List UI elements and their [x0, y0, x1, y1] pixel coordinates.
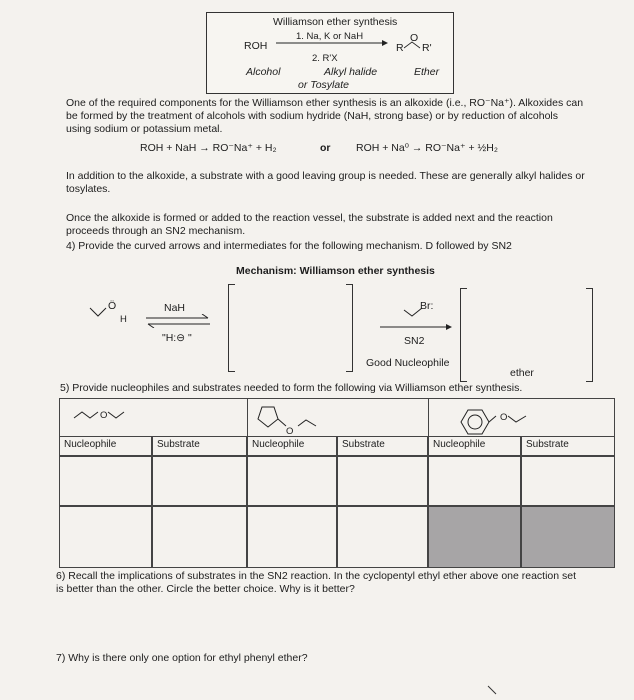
- label-tosylate: or Tosylate: [298, 79, 349, 91]
- shaded-cell-1: [428, 506, 521, 568]
- answer-nucleophile-1b[interactable]: [59, 506, 152, 568]
- bracket-right-1: [346, 284, 353, 372]
- q6-line2: is better than the other. Circle the better choice. Why is it better?: [56, 583, 355, 595]
- reagent-hydride: "H:⊖ ": [162, 332, 192, 344]
- pen-mark: [486, 684, 500, 696]
- ether-label: ether: [510, 367, 534, 379]
- intro-p1-l3: using sodium or potassium metal.: [66, 123, 223, 135]
- ether-oxygen-1: O: [100, 410, 108, 421]
- answer-nucleophile-3a[interactable]: [428, 456, 521, 506]
- table-divider-2: [428, 398, 429, 436]
- product-bonds: [402, 40, 426, 50]
- product-r2: R': [422, 42, 432, 54]
- answer-nucleophile-2b[interactable]: [247, 506, 337, 568]
- answer-nucleophile-1a[interactable]: [59, 456, 152, 506]
- reagent-nah: NaH: [164, 302, 186, 314]
- table-divider-1: [247, 398, 248, 436]
- intro-p2-l1: In addition to the alkoxide, a substrate with a good leaving group is needed. These are generally alkyl halides or: [66, 170, 585, 182]
- label-alcohol: Alcohol: [246, 66, 281, 78]
- product-o: O: [410, 32, 419, 44]
- answer-substrate-2a[interactable]: [337, 456, 428, 506]
- bracket-left-1: [228, 284, 235, 372]
- q7-text: 7) Why is there only one option for ethyl phenyl ether?: [56, 652, 308, 664]
- scheme-reactant: ROH: [244, 40, 268, 52]
- answer-nucleophile-2a[interactable]: [247, 456, 337, 506]
- answer-substrate-1b[interactable]: [152, 506, 247, 568]
- shaded-cell-2: [521, 506, 615, 568]
- scheme-step2: 2. R'X: [312, 53, 338, 64]
- intro-p3-l1: Once the alkoxide is formed or added to the reaction vessel, the substrate is added next and the reaction: [66, 212, 553, 224]
- answer-substrate-1a[interactable]: [152, 456, 247, 506]
- equation-or: or: [320, 142, 331, 154]
- alcohol-hydrogen: H: [120, 314, 127, 325]
- scheme-title: Williamson ether synthesis: [273, 16, 398, 28]
- intro-p1-l1: One of the required components for the Williamson ether synthesis is an alkoxide (i.e., RO⁻Na⁺). Alkoxides can: [66, 97, 584, 109]
- header-nucleophile-1: Nucleophile: [59, 436, 152, 456]
- ether-oxygen-2: O: [286, 426, 294, 437]
- header-nucleophile-3: Nucleophile: [428, 436, 521, 456]
- header-substrate-3: Substrate: [521, 436, 615, 456]
- alcohol-oxygen: Ö: [108, 300, 117, 312]
- ether-oxygen-3: O: [500, 412, 508, 423]
- answer-substrate-3a[interactable]: [521, 456, 615, 506]
- alcohol-skeleton: [88, 300, 122, 318]
- equilibrium-arrows: [146, 314, 210, 328]
- q4-prompt: 4) Provide the curved arrows and intermediates for the following mechanism. D followed by SN2: [66, 240, 512, 252]
- sn2-arrow: [380, 322, 452, 332]
- intro-p1-l2: be formed by the treatment of alcohols with sodium hydride (NaH, strong base) or by reduction of alcohols: [66, 110, 558, 122]
- header-nucleophile-2: Nucleophile: [247, 436, 337, 456]
- scheme-step1: 1. Na, K or NaH: [296, 31, 364, 42]
- table-molecule-row: [59, 398, 615, 436]
- bromine-label: Br:: [420, 300, 434, 312]
- intro-p2-l2: tosylates.: [66, 183, 111, 195]
- sn2-label: SN2: [404, 335, 425, 347]
- equation-1: ROH + NaH → RO⁻Na⁺ + H₂: [140, 142, 277, 154]
- answer-substrate-2b[interactable]: [337, 506, 428, 568]
- label-halide: Alkyl halide: [324, 66, 378, 78]
- header-substrate-2: Substrate: [337, 436, 428, 456]
- bracket-left-2: [460, 288, 467, 382]
- q6-line1: 6) Recall the implications of substrates in the SN2 reaction. In the cyclopentyl ethyl ether above one reaction set: [56, 570, 577, 582]
- product-r: R: [396, 42, 404, 54]
- good-nucleophile-label: Good Nucleophile: [366, 357, 450, 369]
- equation-2: ROH + Na⁰ → RO⁻Na⁺ + ½H₂: [356, 142, 498, 154]
- label-ether: Ether: [414, 66, 440, 78]
- mechanism-title: Mechanism: Williamson ether synthesis: [236, 265, 435, 277]
- scheme-arrow: [276, 38, 388, 48]
- q5-prompt: 5) Provide nucleophiles and substrates needed to form the following via Williamson ether synthesis.: [60, 382, 523, 394]
- intro-p3-l2: proceeds through an SN2 mechanism.: [66, 225, 246, 237]
- bracket-right-2: [586, 288, 593, 382]
- header-substrate-1: Substrate: [152, 436, 247, 456]
